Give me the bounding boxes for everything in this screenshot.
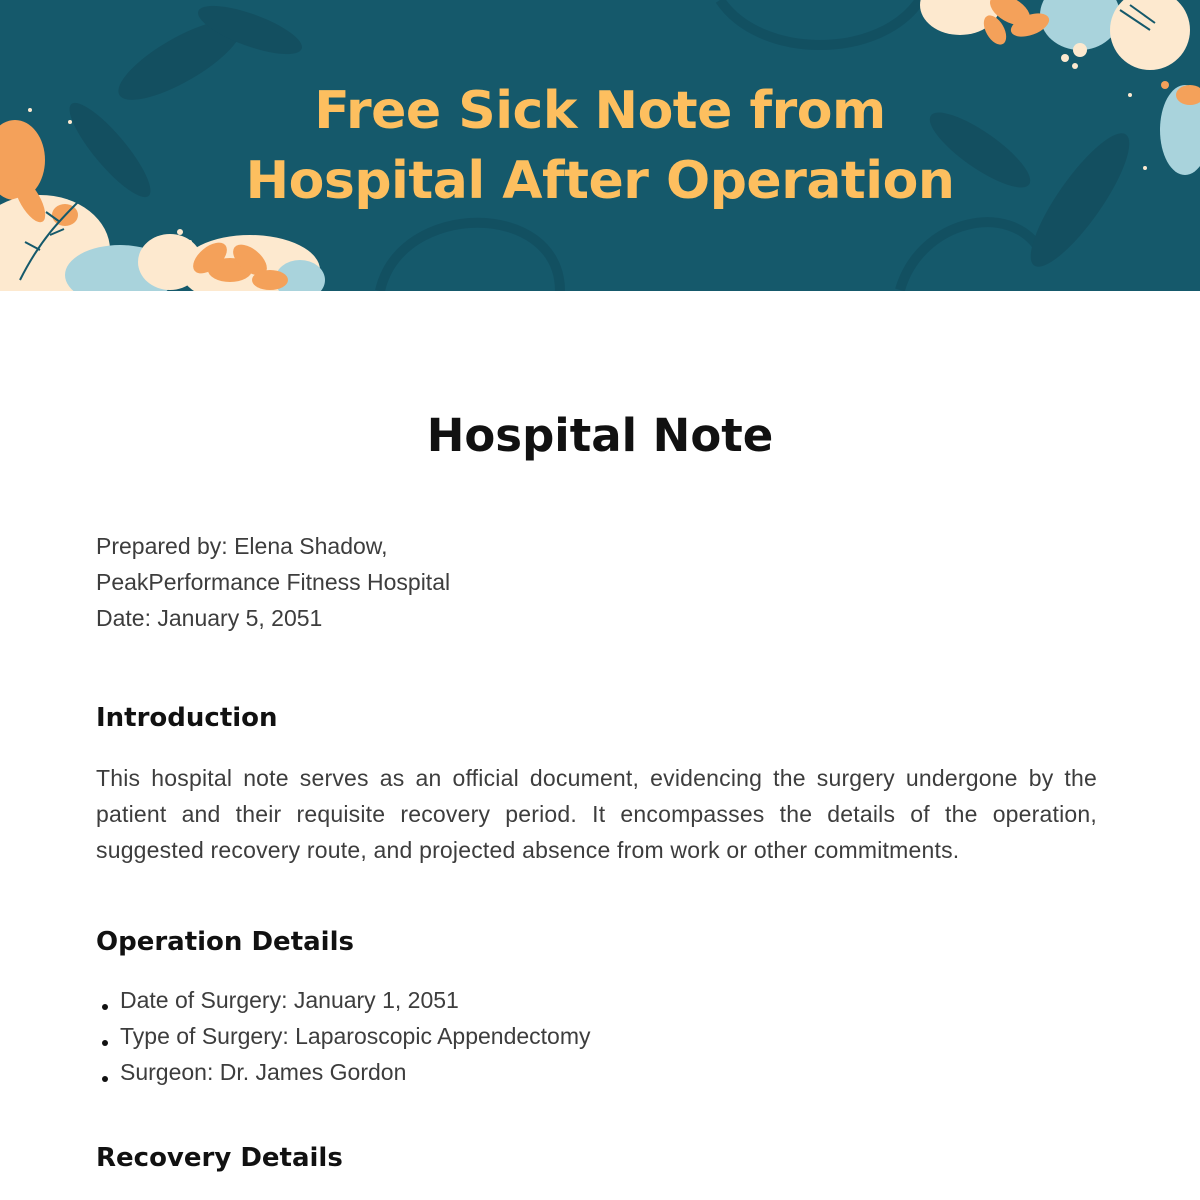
document-title: Hospital Note: [426, 409, 774, 462]
introduction-heading: Introduction: [96, 703, 278, 733]
list-item-text: Date of Surgery: January 1, 2051: [120, 987, 459, 1013]
bullet-icon: [102, 1004, 108, 1010]
introduction-text: This hospital note serves as an official document, evidencing the surgery undergone by the patient and their requisite recovery period. It encompasses the details of the operation, suggested recovery route, and projected absence from work or other commitments.: [96, 765, 1097, 863]
recovery-details-section: [96, 1140, 1097, 1176]
list-item-text: Surgeon: Dr. James Gordon: [120, 1059, 407, 1085]
operation-details-heading: Operation Details: [96, 927, 354, 957]
header-banner: [0, 0, 1200, 291]
document-body: [96, 528, 1097, 1176]
list-item-text: Type of Surgery: Laparoscopic Appendectomy: [120, 1023, 591, 1049]
list-item: [96, 1018, 1097, 1054]
recovery-details-heading: Recovery Details: [96, 1143, 343, 1173]
banner-title: [0, 76, 1200, 216]
document-date: Date: January 5, 2051: [96, 605, 323, 631]
operation-details-list: [96, 982, 1097, 1090]
list-item: [96, 982, 1097, 1018]
list-item: [96, 1054, 1097, 1090]
organization: PeakPerformance Fitness Hospital: [96, 569, 451, 595]
operation-details-section: [96, 924, 1097, 1090]
bullet-icon: [102, 1040, 108, 1046]
banner-title-line-2: Hospital After Operation: [245, 151, 955, 211]
bullet-icon: [102, 1076, 108, 1082]
banner-title-line-1: Free Sick Note from: [314, 81, 886, 141]
prepared-by: Prepared by: Elena Shadow,: [96, 533, 388, 559]
document-meta: [96, 528, 1097, 636]
introduction-section: [96, 700, 1097, 868]
